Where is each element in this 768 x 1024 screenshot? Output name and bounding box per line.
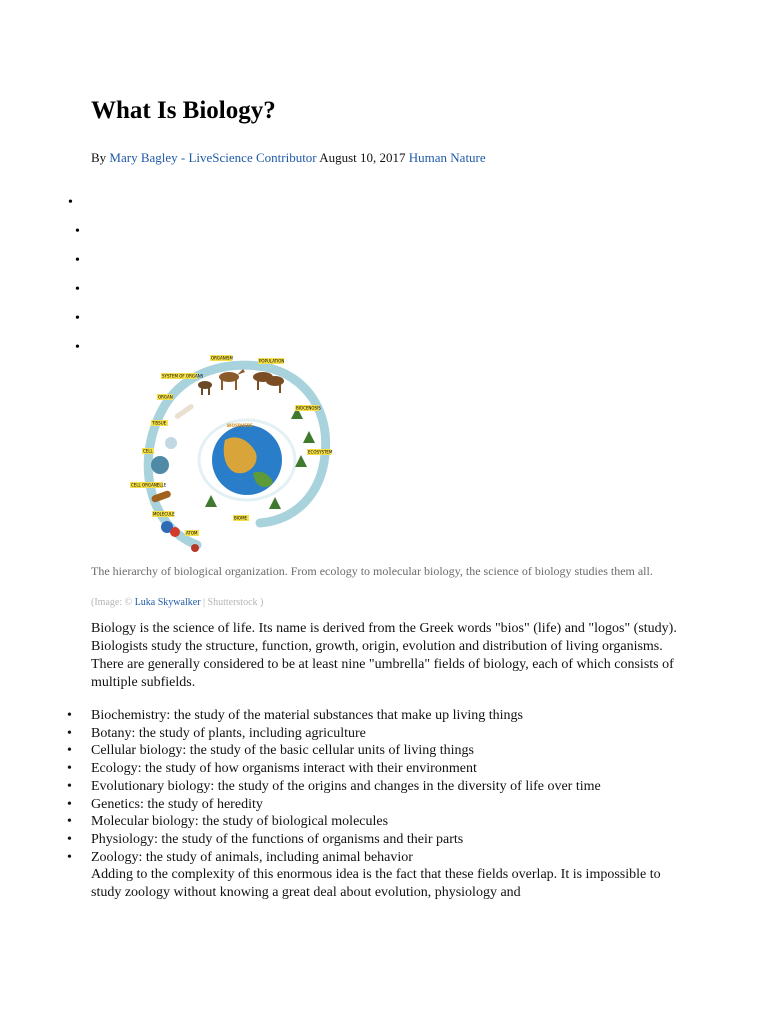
list-item: • Genetics: the study of heredity bbox=[91, 796, 681, 814]
share-item[interactable] bbox=[68, 195, 88, 224]
closing-paragraph: Adding to the complexity of this enormous idea is the fact that these fields overlap. It is impossible to study zoology without knowing a great deal about evolution, physiology and bbox=[91, 867, 661, 900]
share-item[interactable] bbox=[68, 253, 88, 282]
publish-date: August 10, 2017 bbox=[319, 150, 406, 165]
tissue-icon bbox=[165, 437, 177, 449]
label-ecosystem: ECOSYSTEM bbox=[308, 449, 333, 455]
share-item[interactable] bbox=[68, 311, 88, 340]
bone-icon bbox=[174, 403, 195, 420]
share-item[interactable] bbox=[68, 224, 88, 253]
biology-fields-list bbox=[91, 707, 681, 866]
image-credit bbox=[91, 596, 263, 609]
share-item[interactable] bbox=[68, 282, 88, 311]
byline bbox=[91, 150, 486, 166]
list-item: • Cellular biology: the study of the basic cellular units of living things bbox=[91, 742, 681, 760]
list-item: • Evolutionary biology: the study of the origins and changes in the diversity of life over time bbox=[91, 778, 681, 796]
category-link[interactable]: Human Nature bbox=[408, 150, 486, 165]
credit-suffix: | Shutterstock ) bbox=[203, 597, 264, 608]
author-link[interactable]: Mary Bagley - LiveScience Contributor bbox=[109, 150, 317, 165]
label-biosphere: BIOSPHERE bbox=[227, 423, 253, 428]
list-item: • Physiology: the study of the functions of organisms and their parts bbox=[91, 831, 681, 849]
moose-icon bbox=[219, 369, 245, 390]
label-organism: ORGANISM bbox=[211, 355, 233, 361]
list-item: • Biochemistry: the study of the material substances that make up living things bbox=[91, 707, 681, 725]
intro-paragraph: Biology is the science of life. Its name is derived from the Greek words "bios" (life) and "logos" (study). Biologists study the structure, function, growth, origin, evolution and distribution of living organisms. There are generally considered to be at least nine "umbrella" fields of biology, each of which consists of multiple subfields. bbox=[91, 621, 677, 690]
label-atom: ATOM bbox=[186, 530, 198, 536]
label-biome: BIOME bbox=[234, 515, 248, 521]
list-item: • Ecology: the study of how organisms interact with their environment bbox=[91, 760, 681, 778]
label-cell: CELL bbox=[143, 448, 153, 454]
credit-prefix: (Image: © bbox=[91, 597, 133, 608]
figure-caption: The hierarchy of biological organization. From ecology to molecular biology, the science of biology studies them all. bbox=[91, 564, 653, 578]
byline-prefix: By bbox=[91, 150, 107, 165]
label-organ: ORGAN bbox=[158, 394, 173, 400]
share-item[interactable] bbox=[68, 340, 88, 369]
article-title: What Is Biology? bbox=[91, 97, 276, 124]
label-population: POPULATION bbox=[259, 358, 285, 364]
label-molecule: MOLECULE bbox=[153, 511, 175, 517]
cell-icon bbox=[151, 456, 169, 474]
list-item: • Molecular biology: the study of biological molecules bbox=[91, 813, 681, 831]
label-organelle: CELL ORGANELLE bbox=[131, 482, 167, 488]
label-system: SYSTEM OF ORGANS bbox=[162, 373, 204, 379]
biology-hierarchy-illustration bbox=[125, 345, 340, 560]
list-item: • Zoology: the study of animals, including animal behavior bbox=[91, 849, 681, 867]
molecule-icon bbox=[170, 527, 180, 537]
label-tissue: TISSUE bbox=[152, 420, 167, 426]
credit-author-link[interactable]: Luka Skywalker bbox=[134, 597, 201, 608]
share-list bbox=[68, 195, 88, 369]
atom-icon bbox=[191, 544, 199, 552]
deer-small-icon bbox=[198, 381, 212, 395]
list-item: • Botany: the study of plants, including agriculture bbox=[91, 725, 681, 743]
label-biocenosis: BIOCENOSIS bbox=[296, 405, 321, 411]
